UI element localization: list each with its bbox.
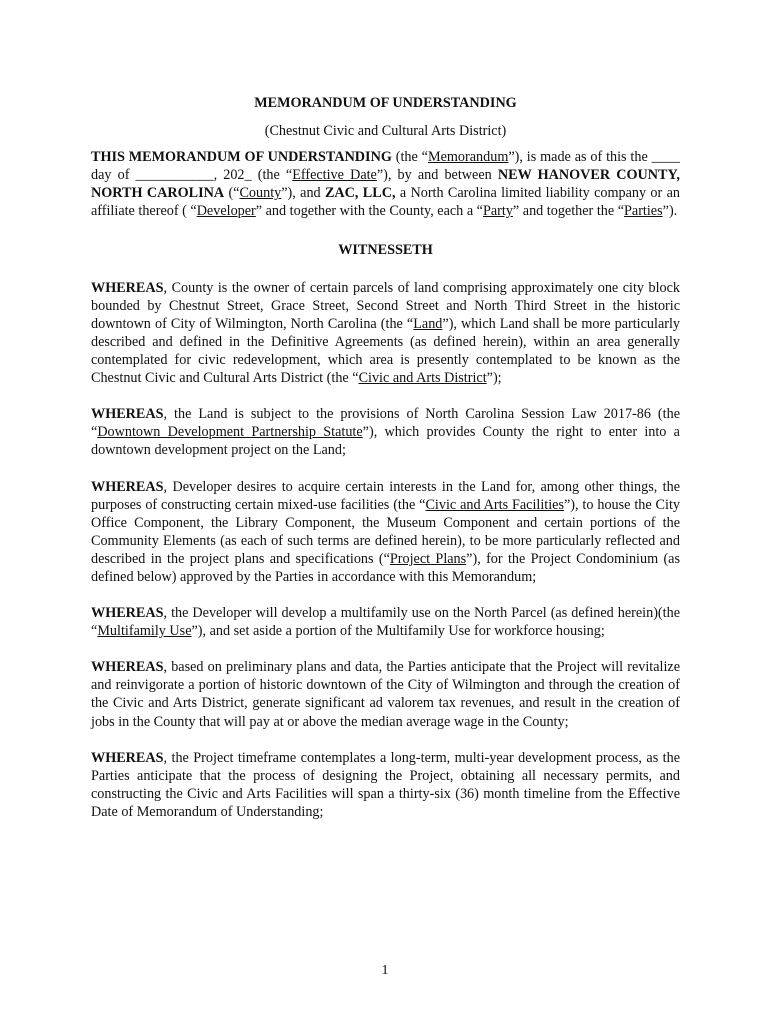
whereas-label: WHEREAS [91, 605, 164, 622]
recital-text: ”), which provides County the right to enter into a downtown development project on the Land; [91, 424, 680, 459]
document-page [91, 94, 680, 839]
intro-text: ” and together with the County, each a “ [255, 203, 483, 220]
intro-text: ”), by and between [376, 167, 498, 184]
recital-session-law [91, 405, 680, 459]
whereas-label: WHEREAS [91, 478, 164, 495]
whereas-label: WHEREAS [91, 749, 164, 766]
defined-term-party: Party [482, 203, 513, 220]
recital-timeframe [91, 749, 680, 821]
intro-lead: THIS MEMORANDUM OF UNDERSTANDING [91, 149, 392, 166]
intro-paragraph [91, 148, 680, 220]
defined-term-multifamily-use: Multifamily Use [97, 623, 192, 640]
recital-text: ”); [486, 370, 502, 387]
recital-revitalization [91, 658, 680, 730]
defined-term-project-plans: Project Plans [389, 550, 467, 567]
intro-text: ”), and [281, 185, 325, 202]
intro-text: ”), is made as of this the ____ day of ___________, 202_ (the “ [91, 149, 680, 184]
recital-land-ownership [91, 279, 680, 388]
defined-term-effective-date: Effective Date [292, 167, 377, 184]
defined-term-civic-arts-district: Civic and Arts District [358, 370, 487, 387]
intro-text: (the “ [391, 149, 428, 166]
defined-term-memorandum: Memorandum [427, 149, 509, 166]
recital-text: , Developer desires to acquire certain interests in the Land for, among other things, the purposes of constructing certain mixed-use facilities (the “ [91, 478, 680, 513]
recital-text: , the Project timeframe contemplates a long-term, multi-year development process, as the Parties anticipate that the process of designing the Project, obtaining all necessary permits, and constructing the Civic and Arts Facilities will span a thirty-six (36) month timeline from the Effective Date of Memorandum of Understanding; [91, 749, 680, 820]
defined-term-civic-arts-facilities: Civic and Arts Facilities [425, 496, 564, 513]
defined-term-land: Land [413, 315, 443, 332]
recital-text: , County is the owner of certain parcels of land comprising approximately one city block bounded by Chestnut Street, Grace Street, Second Street and North Third Street in the historic downtown of City of Wilmington, North Carolina (the “ [91, 279, 680, 332]
defined-term-county: County [239, 185, 282, 202]
page-number: 1 [381, 963, 389, 978]
party-county-name: NEW HANOVER COUNTY, NORTH CAROLINA [91, 167, 680, 202]
recital-text: ”), and set aside a portion of the Multifamily Use for workforce housing; [191, 623, 605, 640]
recital-text: ”), to house the City Office Component, the Library Component, the Museum Component and certain portions of the Community Elements (as each of such terms are defined herein), to be more particularly reflected and described in the project plans and specifications (“ [91, 496, 680, 567]
intro-text: ” and together the “ [512, 203, 625, 220]
recital-text: ”), which Land shall be more particularly described and defined in the Definitive Agreements (as defined herein), within an area generally contemplated for civic redevelopment, which area is presently contemplated to be known as the Chestnut Civic and Cultural Arts District (the “ [91, 315, 680, 387]
whereas-label: WHEREAS [91, 659, 164, 676]
witnesseth-heading: WITNESSETH [338, 241, 433, 258]
intro-text: ”). [662, 203, 678, 220]
defined-term-statute: Downtown Development Partnership Statute [97, 424, 363, 441]
document-title: MEMORANDUM OF UNDERSTANDING [254, 95, 517, 111]
recital-text: , based on preliminary plans and data, the Parties anticipate that the Project will revitalize and reinvigorate a portion of historic downtown of the City of Wilmington and through the creation of the Civic and Arts District, generate significant ad valorem tax revenues, and result in the creation of jobs in the County that will pay at or above the median average wage in the County; [91, 659, 680, 730]
document-subtitle: (Chestnut Civic and Cultural Arts District) [264, 123, 507, 140]
recital-developer-interest [91, 478, 680, 587]
defined-term-developer: Developer [196, 203, 256, 220]
party-developer-name: ZAC, LLC, [324, 185, 396, 202]
intro-text: a North Carolina limited liability company or an affiliate thereof ( “ [91, 185, 680, 220]
recital-multifamily [91, 604, 680, 640]
whereas-label: WHEREAS [91, 406, 164, 423]
recital-text: ”), for the Project Condominium (as defined below) approved by the Parties in accordance with this Memorandum; [91, 550, 680, 585]
whereas-label: WHEREAS [91, 279, 164, 296]
recital-text: , the Land is subject to the provisions of North Carolina Session Law 2017-86 (the “ [91, 406, 680, 441]
recital-text: , the Developer will develop a multifamily use on the North Parcel (as defined herein)(the “ [91, 605, 680, 640]
defined-term-parties: Parties [624, 203, 663, 220]
intro-text: (“ [224, 185, 240, 202]
